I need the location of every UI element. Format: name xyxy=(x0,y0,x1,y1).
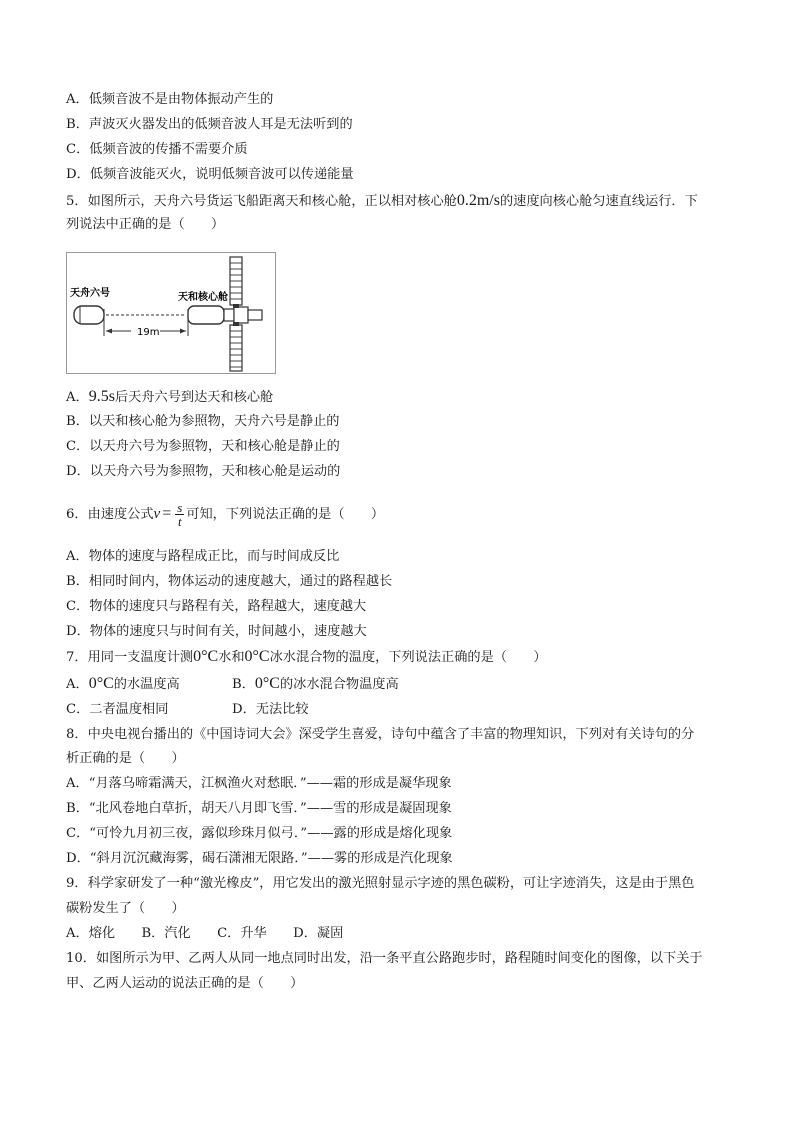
q7-option-b xyxy=(232,675,399,694)
q6-formula-eq: = xyxy=(162,505,172,522)
q7-stem-a: 7．用同一支温度计测 xyxy=(66,650,194,665)
q7-option-a-temp: 0°C xyxy=(88,675,114,692)
q9-options: A．熔化 B．汽化 C．升华 D．凝固 xyxy=(66,926,344,941)
q7-stem-c: 冰水混合物的温度，下列说法正确的是（ ） xyxy=(269,650,547,665)
q7-stem xyxy=(66,648,547,667)
q6-stem xyxy=(66,497,384,531)
q10-stem-line1: 10．如图所示为甲、乙两人从同一地点同时出发，沿一条平直公路跑步时，路程随时间变化的图像，以下关于 xyxy=(66,951,703,966)
q5-option-a-text: 后天舟六号到达天和核心舱 xyxy=(114,390,274,405)
distance-marker xyxy=(104,309,188,338)
q6-option-c: C．物体的速度只与路程有关，路程越大，速度越大 xyxy=(66,599,367,614)
q6-formula-denominator: t xyxy=(177,514,182,529)
distance-label: 19m xyxy=(137,327,160,338)
q5-option-b: B．以天和核心舱为参照物，天舟六号是静止的 xyxy=(66,414,340,429)
label-tianzhou: 天舟六号 xyxy=(70,288,110,299)
q6-option-a: A．物体的速度与路程成正比，而与时间成反比 xyxy=(66,549,340,564)
q7-option-b-text: 的冰水混合物温度高 xyxy=(279,677,399,692)
q5-stem-b: 的速度向核心舱匀速直线运行．下 xyxy=(499,194,698,209)
q7-stem-b: 水和 xyxy=(218,650,245,665)
q8-option-c: C．“可怜九月初三夜，露似珍珠月似弓．”——露的形成是熔化现象 xyxy=(66,826,453,841)
q7-option-b-prefix: B． xyxy=(232,677,255,692)
q6-stem-a: 6．由速度公式 xyxy=(66,507,154,522)
q6-option-d: D．物体的速度只与时间有关，时间越小，速度越大 xyxy=(66,624,367,639)
q8-stem-line2: 析正确的是（ ） xyxy=(66,751,185,766)
q5-option-a-value: 9.5s xyxy=(88,388,115,405)
q4-option-b: B．声波灭火器发出的低频音波人耳是无法听到的 xyxy=(66,117,353,132)
spacecraft-figure xyxy=(66,252,276,378)
q6-formula-v: v xyxy=(153,506,161,522)
docking-diagram xyxy=(66,252,276,374)
q8-option-a: A．“月落乌啼霜满天，江枫渔火对愁眠．”——霜的形成是凝华现象 xyxy=(66,776,452,791)
q5-option-d: D．以天舟六号为参照物，天和核心舱是运动的 xyxy=(66,464,341,479)
q6-option-b: B．相同时间内，物体运动的速度越大，通过的路程越长 xyxy=(66,574,393,589)
q5-option-a-prefix: A． xyxy=(66,390,89,405)
q7-temp-1: 0°C xyxy=(193,648,219,665)
q7-option-c: C．二者温度相同 xyxy=(66,702,169,717)
q8-option-b: B．“北风卷地白草折，胡天八月即飞雪．”——雪的形成是凝固现象 xyxy=(66,801,452,816)
q4-option-d: D．低频音波能灭火，说明低频音波可以传递能量 xyxy=(66,167,354,182)
q6-formula-numerator: s xyxy=(177,500,183,515)
q8-option-d: D．“斜月沉沉藏海雾，碣石潇湘无限路．”——雾的形成是汽化现象 xyxy=(66,851,453,866)
q9-stem-line2: 碳粉发生了（ ） xyxy=(66,901,185,916)
q7-option-d: D．无法比较 xyxy=(232,702,309,717)
q9-stem-line1: 9．科学家研发了一种“激光橡皮”，用它发出的激光照射显示字迹的黑色碳粉，可让字迹消失，这是由于黑色 xyxy=(66,876,695,891)
q5-stem-line1 xyxy=(66,192,698,211)
q5-stem-line2: 列说法中正确的是（ ） xyxy=(66,217,225,232)
q7-option-a-prefix: A． xyxy=(66,677,89,692)
tianhe-module-icon xyxy=(188,257,262,371)
q5-stem-a: 5．如图所示，天舟六号货运飞船距离天和核心舱，正以相对核心舱 xyxy=(66,194,457,209)
q4-option-c: C．低频音波的传播不需要介质 xyxy=(66,142,248,157)
q5-option-a xyxy=(66,388,273,407)
q7-temp-2: 0°C xyxy=(244,648,270,665)
q5-option-c: C．以天舟六号为参照物，天和核心舱是静止的 xyxy=(66,439,340,454)
q5-speed: 0.2m/s xyxy=(456,192,500,209)
q8-stem-line1: 8．中央电视台播出的《中国诗词大会》深受学生喜爱，诗句中蕴含了丰富的物理知识，下列对有关诗句的分 xyxy=(66,727,695,742)
q7-option-a xyxy=(66,675,180,694)
label-tianhe: 天和核心舱 xyxy=(178,292,228,303)
q7-option-b-temp: 0°C xyxy=(254,675,280,692)
q10-stem-line2: 甲、乙两人运动的说法正确的是（ ） xyxy=(66,976,304,991)
q7-option-a-text: 的水温度高 xyxy=(113,677,180,692)
q6-stem-b: 可知，下列说法正确的是（ ） xyxy=(186,507,385,522)
tianzhou-ship-icon xyxy=(74,306,104,324)
q4-option-a: A．低频音波不是由物体振动产生的 xyxy=(66,92,274,107)
q6-formula-fraction xyxy=(175,501,184,528)
